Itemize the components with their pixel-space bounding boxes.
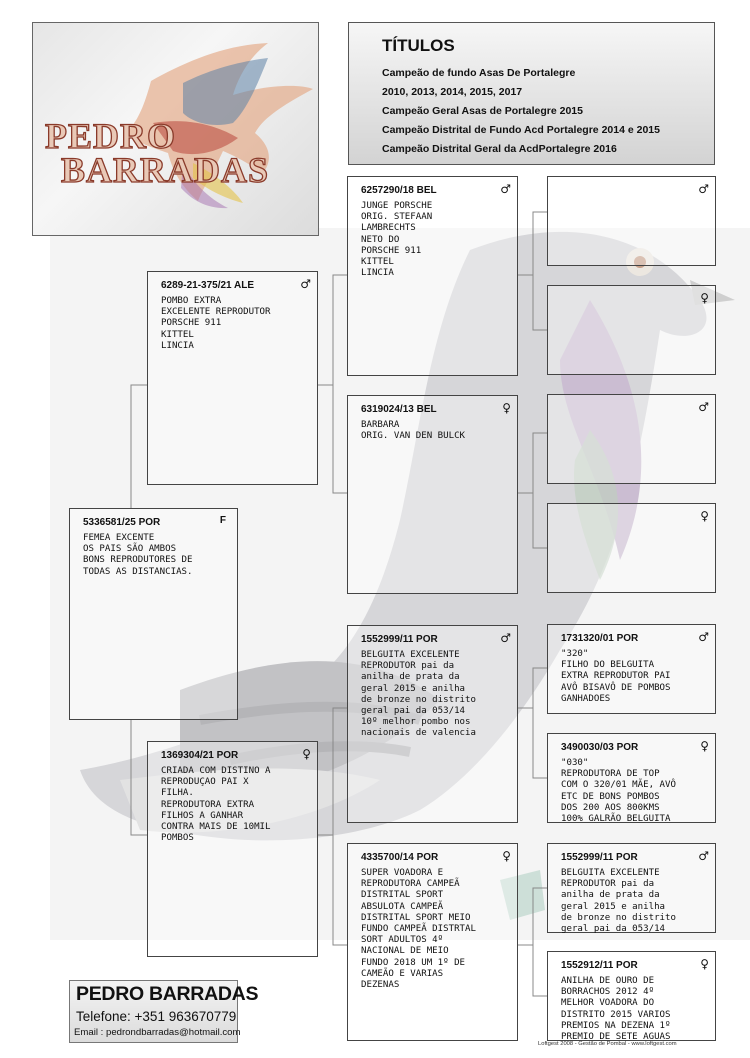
titles-heading: TÍTULOS: [382, 36, 455, 55]
female-icon: ♀: [502, 849, 511, 863]
male-icon: ♂: [698, 849, 709, 863]
ggp-card-5[interactable]: [547, 624, 716, 714]
sire-card[interactable]: [147, 271, 318, 485]
description: FEMEA EXCENTE OS PAIS SÃO AMBOS BONS REPRODUTORES DE TODAS AS DISTANCIAS.: [83, 533, 193, 577]
description: BARBARA ORIG. VAN DEN BULCK: [361, 420, 466, 442]
ring-number: 1552999/11 POR: [561, 852, 638, 863]
sire-sire-card[interactable]: [347, 176, 518, 376]
male-icon: ♂: [698, 400, 709, 414]
ring-number: 5336581/25 POR: [83, 517, 161, 528]
contact-email: Email : pedrondbarradas@hotmail.com: [74, 1027, 241, 1038]
male-icon: ♂: [300, 277, 311, 291]
female-icon: ♀: [700, 739, 709, 753]
ring-number: 6257290/18 BEL: [361, 185, 437, 196]
description: SUPER VOADORA E REPRODUTORA CAMPEÃ DISTRITAL SPORT ABSULOTA CAMPEÃ DISTRITAL SPORT MEIO FUNDO CAMPEÃ DISTRTAL SORT ADULTOS 4º NACIONAL DE MEIO FUNDO 2018 UM 1º DE CAMEÃO E VARIAS DEZENAS: [361, 868, 476, 991]
description: "030" REPRODUTORA DE TOP COM O 320/01 MÃE, AVÔ ETC DE BONS POMBOS DOS 200 AOS 800KMS 100% GALRÃO BELGUITA: [561, 758, 676, 825]
ring-number: 1552999/11 POR: [361, 634, 438, 645]
subject-card[interactable]: [69, 508, 238, 720]
description: CRIADA COM DISTINO A REPRODUÇAO PAI X FILHA. REPRODUTORA EXTRA FILHOS A GANHAR CONTRA MAIS DE 10MIL POMBOS: [161, 766, 271, 844]
ggp-card-7[interactable]: [547, 843, 716, 933]
dam-dam-card[interactable]: [347, 843, 518, 1041]
female-icon: ♀: [502, 401, 511, 415]
sex-label: F: [219, 515, 226, 526]
ring-number: 6289-21-375/21 ALE: [161, 280, 255, 291]
male-icon: ♂: [500, 631, 511, 645]
ring-number: 1369304/21 POR: [161, 750, 239, 761]
ggp-card-8[interactable]: [547, 951, 716, 1041]
description: JUNGE PORSCHE ORIG. STEFAAN LAMBRECHTS NETO DO PORSCHE 911 KITTEL LINCIA: [361, 201, 433, 279]
title-line: 2010, 2013, 2014, 2015, 2017: [382, 86, 523, 98]
female-icon: ♀: [700, 291, 709, 305]
male-icon: ♂: [698, 182, 709, 196]
title-line: Campeão Distrital de Fundo Acd Portalegre 2014 e 2015: [382, 124, 660, 136]
ggp-card-2[interactable]: [547, 285, 716, 375]
description: BELGUITA EXCELENTE REPRODUTOR pai da anilha de prata da geral 2015 e anilha de bronze no distrito geral pai da 053/14: [561, 868, 676, 935]
logo-text-line1: PEDRO: [45, 116, 176, 156]
title-line: Campeão de fundo Asas De Portalegre: [382, 67, 576, 79]
description: BELGUITA EXCELENTE REPRODUTOR pai da anilha de prata da geral 2015 e anilha de bronze no distrito geral pai da 053/14 10º melhor pombo nos nacionais de valencia: [361, 650, 476, 739]
description: "320" FILHO DO BELGUITA EXTRA REPRODUTOR PAI AVÔ BISAVÔ DE POMBOS GANHADOES: [561, 649, 671, 704]
description: ANILHA DE OURO DE BORRACHOS 2012 4º MELHOR VOADORA DO DISTRITO 2015 VARIOS PREMIOS NA DEZENA 1º PREMIO DE SETE AGUAS: [561, 976, 671, 1043]
logo-text-line2: BARRADAS: [61, 150, 270, 190]
male-icon: ♂: [698, 630, 709, 644]
ring-number: 3490030/03 POR: [561, 742, 639, 753]
female-icon: ♀: [700, 509, 709, 523]
contact-phone: Telefone: +351 963670779: [76, 1009, 237, 1024]
ggp-card-3[interactable]: [547, 394, 716, 484]
ggp-card-4[interactable]: [547, 503, 716, 593]
ggp-card-6[interactable]: [547, 733, 716, 823]
female-icon: ♀: [700, 957, 709, 971]
ring-number: 6319024/13 BEL: [361, 404, 437, 415]
footer-credit: Loftgest 2008 - Gestão de Pombal - www.loftgest.com: [538, 1041, 677, 1047]
ggp-card-1[interactable]: [547, 176, 716, 266]
contact-panel: [69, 980, 259, 1043]
female-icon: ♀: [302, 747, 311, 761]
sire-dam-card[interactable]: [347, 395, 518, 594]
title-line: Campeão Distrital Geral da AcdPortalegre 2016: [382, 143, 617, 155]
ring-number: 1552912/11 POR: [561, 960, 638, 971]
dam-sire-card[interactable]: [347, 625, 518, 823]
male-icon: ♂: [500, 182, 511, 196]
contact-name: PEDRO BARRADAS: [76, 983, 259, 1005]
title-line: Campeão Geral Asas de Portalegre 2015: [382, 105, 583, 117]
ring-number: 4335700/14 POR: [361, 852, 439, 863]
ring-number: 1731320/01 POR: [561, 633, 639, 644]
dam-card[interactable]: [147, 741, 318, 957]
description: POMBO EXTRA EXCELENTE REPRODUTOR PORSCHE 911 KITTEL LINCIA: [161, 296, 271, 351]
